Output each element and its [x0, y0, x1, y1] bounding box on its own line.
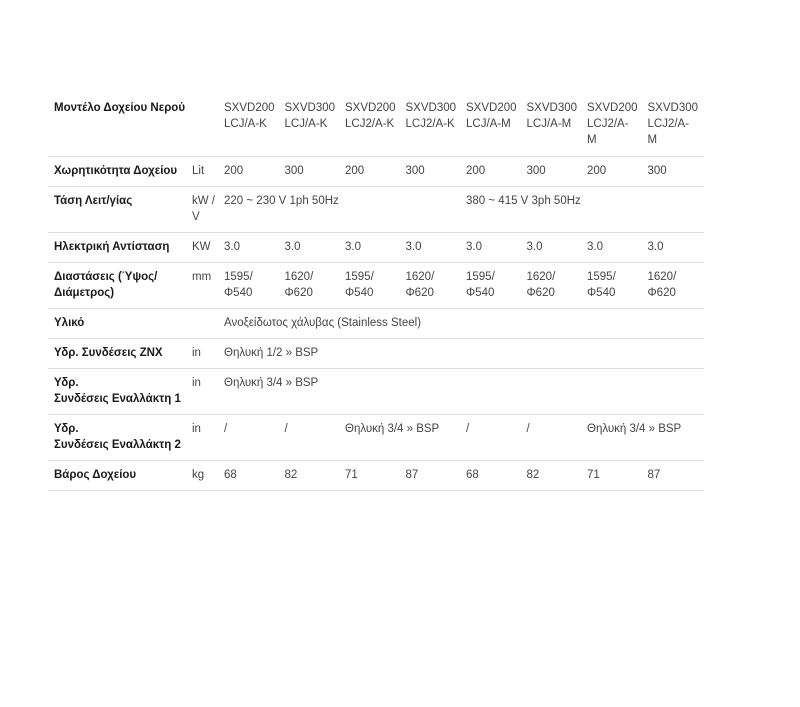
- model-name: [523, 94, 584, 157]
- value-cell: [462, 233, 523, 263]
- cell-line: 1620/: [284, 271, 314, 283]
- cell-line: Φ620: [647, 287, 676, 299]
- cell-line: 1595/: [224, 271, 253, 283]
- value-cell: [402, 233, 463, 263]
- value-cell: [220, 233, 281, 263]
- value-cell: [220, 415, 281, 461]
- value-cell: [220, 187, 462, 233]
- model-name: [402, 94, 463, 157]
- cell-line: 1595/: [345, 271, 374, 283]
- value-cell: [220, 369, 704, 415]
- cell-line: 3.0: [224, 241, 240, 253]
- cell-line: 300: [284, 165, 304, 177]
- row-label: [48, 415, 190, 461]
- cell-line: SXVD200: [224, 102, 275, 114]
- value-cell: [523, 415, 584, 461]
- cell-line: SXVD300: [526, 102, 578, 114]
- value-cell: [281, 233, 342, 263]
- cell-line: Συνδέσεις Εναλλάκτη 1: [54, 393, 181, 405]
- cell-line: Φ620: [526, 287, 555, 299]
- row-unit: [190, 309, 220, 339]
- value-cell: [644, 233, 705, 263]
- value-cell: [281, 415, 342, 461]
- row-label: [48, 339, 190, 369]
- cell-line: /: [526, 423, 530, 435]
- cell-line: 71: [587, 469, 600, 481]
- value-cell: [583, 461, 644, 491]
- value-cell: [462, 415, 523, 461]
- cell-line: 1595/: [466, 271, 495, 283]
- cell-line: Βάρος Δοχείου: [54, 469, 137, 481]
- value-cell: [341, 461, 402, 491]
- value-cell: [220, 263, 281, 309]
- model-name: [583, 94, 644, 157]
- table-row: [48, 415, 704, 461]
- row-unit: kW / V: [190, 187, 220, 233]
- value-cell: [462, 187, 704, 233]
- cell-line: Φ620: [284, 287, 313, 299]
- cell-line: /: [466, 423, 470, 435]
- cell-line: Θηλυκή 3/4 » BSP: [224, 377, 319, 389]
- cell-line: LCJ/A-M: [526, 118, 572, 130]
- value-cell: [462, 263, 523, 309]
- cell-line: M: [647, 134, 658, 146]
- value-cell: [402, 157, 463, 187]
- row-label: Μοντέλο Δοχείου Νερού: [48, 94, 190, 157]
- cell-line: 1620/: [647, 271, 677, 283]
- row-unit: Lit: [190, 157, 220, 187]
- value-cell: [644, 157, 705, 187]
- cell-line: Ηλεκτρική Αντίσταση: [54, 241, 170, 253]
- value-cell: [402, 263, 463, 309]
- row-label: [48, 157, 190, 187]
- cell-line: 200: [345, 165, 365, 177]
- cell-line: Θηλυκή 3/4 » BSP: [345, 423, 440, 435]
- value-cell: [523, 157, 584, 187]
- cell-line: SXVD300: [647, 102, 699, 114]
- cell-line: /: [224, 423, 228, 435]
- cell-line: 300: [647, 165, 667, 177]
- value-cell: [220, 157, 281, 187]
- cell-line: Ανοξείδωτος χάλυβας (Stainless Steel): [224, 317, 422, 329]
- row-label: [48, 187, 190, 233]
- model-name: [341, 94, 402, 157]
- value-cell: [462, 461, 523, 491]
- cell-line: LCJ/A-K: [284, 118, 328, 130]
- cell-line: Υδρ.: [54, 423, 79, 435]
- value-cell: [341, 263, 402, 309]
- row-label: [48, 233, 190, 263]
- cell-line: 380 ~ 415 V 3ph 50Hz: [466, 195, 581, 207]
- value-cell: [583, 157, 644, 187]
- cell-line: LCJ/A-K: [224, 118, 267, 130]
- value-cell: [644, 461, 705, 491]
- table-row: [48, 187, 704, 233]
- value-cell: [583, 263, 644, 309]
- model-name: [462, 94, 523, 157]
- cell-line: 3.0: [284, 241, 301, 253]
- cell-line: Χωρητικότητα Δοχείου: [54, 165, 178, 177]
- cell-line: Υδρ.: [54, 377, 79, 389]
- cell-line: LCJ2/A-: [647, 118, 690, 130]
- row-unit: in: [190, 369, 220, 415]
- cell-line: SXVD300: [284, 102, 336, 114]
- model-name: [281, 94, 342, 157]
- spec-table-body: [48, 94, 704, 491]
- row-unit: KW: [190, 233, 220, 263]
- value-cell: [341, 157, 402, 187]
- cell-line: Θηλυκή 1/2 » BSP: [224, 347, 319, 359]
- table-row: [48, 157, 704, 187]
- cell-line: 87: [405, 469, 419, 481]
- cell-line: SXVD200: [587, 102, 638, 114]
- cell-line: Φ540: [345, 287, 374, 299]
- cell-line: 3.0: [345, 241, 361, 253]
- value-cell: [220, 309, 704, 339]
- cell-line: 1595/: [587, 271, 616, 283]
- cell-line: 220 ~ 230 V 1ph 50Hz: [224, 195, 339, 207]
- value-cell: [583, 415, 704, 461]
- value-cell: [341, 233, 402, 263]
- cell-line: 87: [647, 469, 661, 481]
- table-row: [48, 263, 704, 309]
- model-name: [644, 94, 705, 157]
- cell-line: Φ540: [224, 287, 253, 299]
- cell-line: Υλικό: [54, 317, 85, 329]
- value-cell: [281, 263, 342, 309]
- table-row: [48, 369, 704, 415]
- model-name: [220, 94, 281, 157]
- value-cell: [220, 339, 704, 369]
- cell-line: Θηλυκή 3/4 » BSP: [587, 423, 682, 435]
- cell-line: 300: [526, 165, 546, 177]
- table-row: [48, 233, 704, 263]
- cell-line: 82: [526, 469, 540, 481]
- row-unit: in: [190, 415, 220, 461]
- value-cell: [281, 157, 342, 187]
- row-label: [48, 369, 190, 415]
- row-label: [48, 461, 190, 491]
- spec-table: [48, 94, 704, 491]
- value-cell: [462, 157, 523, 187]
- cell-line: 71: [345, 469, 358, 481]
- row-unit: [190, 94, 220, 157]
- cell-line: Τάση Λειτ/γίας: [54, 195, 133, 207]
- value-cell: [644, 263, 705, 309]
- row-model: [48, 94, 704, 157]
- cell-line: Φ540: [466, 287, 495, 299]
- value-cell: [523, 233, 584, 263]
- cell-line: 200: [224, 165, 244, 177]
- cell-line: SXVD200: [466, 102, 517, 114]
- row-label: [48, 263, 190, 309]
- cell-line: Φ620: [405, 287, 434, 299]
- value-cell: [523, 461, 584, 491]
- cell-line: 1620/: [405, 271, 435, 283]
- cell-line: SXVD300: [405, 102, 457, 114]
- cell-line: LCJ2/A-: [587, 118, 629, 130]
- cell-line: Διάμετρος): [54, 287, 115, 299]
- cell-line: 3.0: [647, 241, 664, 253]
- cell-line: Φ540: [587, 287, 616, 299]
- cell-line: 3.0: [587, 241, 603, 253]
- cell-line: 3.0: [526, 241, 543, 253]
- row-label: [48, 309, 190, 339]
- cell-line: 200: [587, 165, 607, 177]
- cell-line: 1620/: [526, 271, 556, 283]
- cell-line: Υδρ. Συνδέσεις ΖΝΧ: [54, 347, 163, 359]
- cell-line: LCJ/A-M: [466, 118, 511, 130]
- cell-line: 68: [466, 469, 479, 481]
- cell-line: Διαστάσεις (Ύψος/: [54, 271, 158, 283]
- cell-line: Συνδέσεις Εναλλάκτη 2: [54, 439, 181, 451]
- table-row: [48, 461, 704, 491]
- value-cell: [402, 461, 463, 491]
- value-cell: [281, 461, 342, 491]
- cell-line: M: [587, 134, 597, 146]
- row-unit: mm: [190, 263, 220, 309]
- cell-line: 3.0: [405, 241, 422, 253]
- cell-line: LCJ2/A-K: [405, 118, 455, 130]
- row-unit: in: [190, 339, 220, 369]
- cell-line: 200: [466, 165, 486, 177]
- cell-line: LCJ2/A-K: [345, 118, 395, 130]
- value-cell: [523, 263, 584, 309]
- value-cell: [341, 415, 462, 461]
- cell-line: 3.0: [466, 241, 482, 253]
- cell-line: /: [284, 423, 288, 435]
- value-cell: [220, 461, 281, 491]
- cell-line: SXVD200: [345, 102, 396, 114]
- row-unit: kg: [190, 461, 220, 491]
- value-cell: [583, 233, 644, 263]
- table-row: [48, 339, 704, 369]
- cell-line: 82: [284, 469, 298, 481]
- cell-line: 68: [224, 469, 237, 481]
- table-row: [48, 309, 704, 339]
- cell-line: 300: [405, 165, 425, 177]
